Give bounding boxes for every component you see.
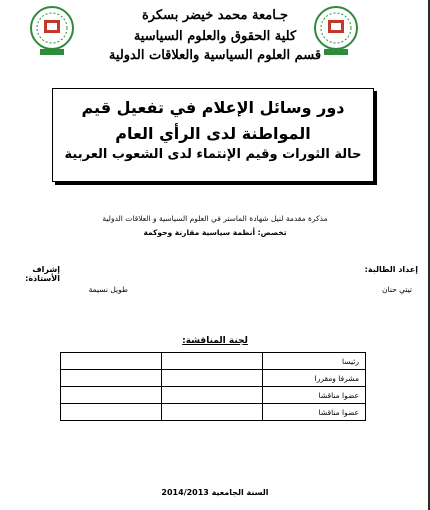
student-label: إعداد الطالبة: (364, 265, 418, 274)
university-name: جـامعة محمد خيضر بسكرة (141, 8, 289, 23)
committee-role: مشرفا ومقررا (263, 370, 366, 387)
committee-role: عضوا مناقشا (263, 404, 366, 421)
committee-member (162, 370, 263, 387)
table-row (61, 353, 366, 370)
committee-extra (61, 370, 162, 387)
supervisor-label: إشراف الأستاذة: (25, 265, 60, 283)
table-row (61, 370, 366, 387)
committee-role: عضوا مناقشا (263, 387, 366, 404)
table-row (61, 387, 366, 404)
committee-extra (61, 387, 162, 404)
committee-member (162, 404, 263, 421)
committee-table (60, 352, 366, 421)
thesis-subtitle: حالة الثورات وقيم الإنتماء لدى الشعوب العربية (64, 147, 362, 162)
thesis-title: دور وسائل الإعلام في تفعيل قيم المواطنة لدى الرأي العام (81, 98, 345, 143)
committee-member (162, 387, 263, 404)
committee-extra (61, 404, 162, 421)
student-name: تيتي حنان (382, 285, 412, 294)
academic-year: السنة الجامعية 2014/2013 (161, 488, 269, 497)
committee-member (162, 353, 263, 370)
specialty: تخصص: أنظمة سياسية مقارنة وحوكمة (143, 228, 287, 237)
supervisor-name: طويل نسيمة (88, 285, 128, 294)
table-row (61, 404, 366, 421)
memo-description: مذكرة مقدمة لنيل شهادة الماستر في العلوم السياسية و العلاقات الدولية (102, 214, 328, 223)
department-name: قسم العلوم السياسية والعلاقات الدولية (108, 48, 322, 63)
committee-role: رئيسا (263, 353, 366, 370)
thesis-title-box (52, 88, 374, 182)
faculty-name: كلية الحقوق والعلوم السياسية (133, 29, 297, 44)
committee-extra (61, 353, 162, 370)
committee-title: لجنة المناقشة: (182, 336, 248, 346)
